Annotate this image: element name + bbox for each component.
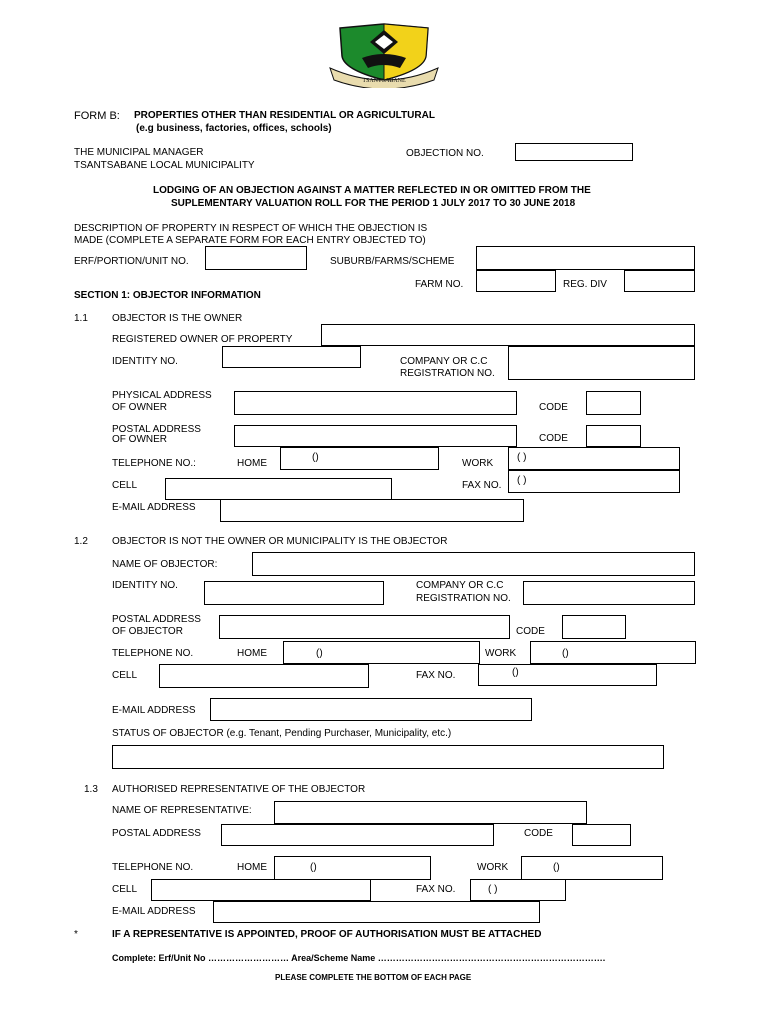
- representative-home-paren: (): [310, 862, 317, 873]
- objector-fax-field[interactable]: [478, 664, 657, 686]
- representative-fax-label: FAX NO.: [416, 884, 456, 895]
- owner-heading: OBJECTOR IS THE OWNER: [112, 313, 243, 324]
- objector-fax-paren: (): [512, 667, 519, 678]
- owner-identity-label: IDENTITY NO.: [112, 356, 178, 367]
- representative-work-label: WORK: [477, 862, 509, 873]
- objector-home-label: HOME: [237, 648, 267, 659]
- complete-erf-area-line: Complete: Erf/Unit No ……………………… Area/Scheme Name ………………………………………………………………….: [112, 953, 606, 963]
- owner-email-field[interactable]: [220, 499, 524, 522]
- objector-code-label: CODE: [516, 626, 545, 637]
- owner-cell-field[interactable]: [165, 478, 392, 500]
- reg-div-label: REG. DIV: [563, 279, 607, 290]
- owner-physical-code-field[interactable]: [586, 391, 641, 415]
- objector-email-label: E-MAIL ADDRESS: [112, 705, 196, 716]
- objector-identity-field[interactable]: [204, 581, 384, 605]
- municipal-crest-logo: [328, 22, 440, 88]
- representative-email-field[interactable]: [213, 901, 540, 923]
- objection-no-field[interactable]: [515, 143, 633, 161]
- representative-code-field[interactable]: [572, 824, 631, 846]
- representative-name-field[interactable]: [274, 801, 587, 824]
- erf-label: ERF/PORTION/UNIT NO.: [74, 256, 189, 267]
- owner-postal-code-field[interactable]: [586, 425, 641, 447]
- representative-email-label: E-MAIL ADDRESS: [112, 906, 196, 917]
- objector-name-label: NAME OF OBJECTOR:: [112, 559, 218, 570]
- farm-no-label: FARM NO.: [415, 279, 464, 290]
- objector-telephone-label: TELEPHONE NO.: [112, 648, 194, 659]
- owner-fax-field[interactable]: [508, 470, 680, 493]
- objector-postal-field[interactable]: [219, 615, 510, 639]
- farm-no-field[interactable]: [476, 270, 556, 292]
- owner-work-paren: ( ): [517, 452, 527, 463]
- objector-name-field[interactable]: [252, 552, 695, 576]
- suburb-label: SUBURB/FARMS/SCHEME: [330, 256, 455, 267]
- objector-company-line1: COMPANY OR C.C: [416, 580, 504, 591]
- representative-home-label: HOME: [237, 862, 267, 873]
- property-desc-line2: MADE (COMPLETE A SEPARATE FORM FOR EACH ENTRY OBJECTED TO): [74, 235, 426, 246]
- representative-home-phone-field[interactable]: [274, 856, 431, 880]
- owner-physical-line1: PHYSICAL ADDRESS: [112, 390, 212, 401]
- objector-cell-label: CELL: [112, 670, 138, 681]
- objector-status-label: STATUS OF OBJECTOR (e.g. Tenant, Pending Purchaser, Municipality, etc.): [112, 728, 452, 739]
- section1-1-number: 1.1: [74, 313, 88, 324]
- representative-postal-field[interactable]: [221, 824, 494, 846]
- registered-owner-label: REGISTERED OWNER OF PROPERTY: [112, 334, 293, 345]
- form-title: PROPERTIES OTHER THAN RESIDENTIAL OR AGRICULTURAL: [134, 110, 435, 121]
- representative-cell-field[interactable]: [151, 879, 371, 901]
- objector-company-line2: REGISTRATION NO.: [416, 593, 511, 604]
- section1-3-number: 1.3: [84, 784, 98, 795]
- objection-no-label: OBJECTION NO.: [406, 148, 484, 159]
- form-prefix: FORM B:: [74, 110, 120, 122]
- owner-physical-line2: OF OWNER: [112, 402, 167, 413]
- addressee-line1: THE MUNICIPAL MANAGER: [74, 147, 204, 158]
- representative-work-paren: (): [553, 862, 560, 873]
- owner-telephone-label: TELEPHONE NO.:: [112, 458, 196, 469]
- representative-telephone-label: TELEPHONE NO.: [112, 862, 194, 873]
- representative-work-phone-field[interactable]: [521, 856, 663, 880]
- notice-asterisk: *: [74, 929, 78, 940]
- owner-home-label: HOME: [237, 458, 267, 469]
- owner-fax-paren: ( ): [517, 475, 527, 486]
- property-desc-line1: DESCRIPTION OF PROPERTY IN RESPECT OF WHICH THE OBJECTION IS: [74, 223, 428, 234]
- objector-cell-field[interactable]: [159, 664, 369, 688]
- objector-email-field[interactable]: [210, 698, 532, 721]
- registered-owner-field[interactable]: [321, 324, 695, 346]
- owner-home-phone-field[interactable]: [280, 447, 439, 470]
- objector-work-label: WORK: [485, 648, 517, 659]
- owner-physical-code-label: CODE: [539, 402, 568, 413]
- reg-div-field[interactable]: [624, 270, 695, 292]
- owner-work-phone-field[interactable]: [508, 447, 680, 470]
- representative-postal-label: POSTAL ADDRESS: [112, 828, 201, 839]
- objector-identity-label: IDENTITY NO.: [112, 580, 178, 591]
- objector-code-field[interactable]: [562, 615, 626, 639]
- owner-postal-line2: OF OWNER: [112, 434, 167, 445]
- owner-work-label: WORK: [462, 458, 494, 469]
- owner-identity-field[interactable]: [222, 346, 361, 368]
- suburb-field[interactable]: [476, 246, 695, 270]
- representative-name-label: NAME OF REPRESENTATIVE:: [112, 805, 252, 816]
- heading-line2: SUPLEMENTARY VALUATION ROLL FOR THE PERIOD 1 JULY 2017 TO 30 JUNE 2018: [171, 198, 576, 209]
- objector-postal-line2: OF OBJECTOR: [112, 626, 183, 637]
- section1-2-number: 1.2: [74, 536, 88, 547]
- objector-fax-label: FAX NO.: [416, 670, 456, 681]
- objector-home-phone-field[interactable]: [283, 641, 480, 664]
- form-subtitle: (e.g business, factories, offices, schools): [136, 123, 332, 134]
- owner-postal-line1: POSTAL ADDRESS: [112, 424, 201, 435]
- objector-heading: OBJECTOR IS NOT THE OWNER OR MUNICIPALITY IS THE OBJECTOR: [112, 536, 448, 547]
- owner-fax-label: FAX NO.: [462, 480, 502, 491]
- owner-cell-label: CELL: [112, 480, 138, 491]
- owner-home-paren: (): [312, 452, 319, 463]
- representative-fax-field[interactable]: [470, 879, 566, 901]
- addressee-line2: TSANTSABANE LOCAL MUNICIPALITY: [74, 160, 255, 171]
- logo-motto: TSANTSABANE: [362, 78, 406, 84]
- authorisation-notice: IF A REPRESENTATIVE IS APPOINTED, PROOF OF AUTHORISATION MUST BE ATTACHED: [112, 929, 542, 940]
- owner-company-line2: REGISTRATION NO.: [400, 368, 495, 379]
- representative-fax-paren: ( ): [488, 884, 498, 895]
- erf-field[interactable]: [205, 246, 307, 270]
- section1-title: SECTION 1: OBJECTOR INFORMATION: [74, 290, 261, 301]
- objector-work-phone-field[interactable]: [530, 641, 696, 664]
- objector-postal-line1: POSTAL ADDRESS: [112, 614, 201, 625]
- representative-code-label: CODE: [524, 828, 553, 839]
- objector-status-field[interactable]: [112, 745, 664, 769]
- owner-postal-field[interactable]: [234, 425, 517, 447]
- owner-postal-code-label: CODE: [539, 433, 568, 444]
- bottom-page-note: PLEASE COMPLETE THE BOTTOM OF EACH PAGE: [275, 973, 472, 982]
- owner-company-line1: COMPANY OR C.C: [400, 356, 488, 367]
- owner-company-field[interactable]: [508, 346, 695, 380]
- representative-heading: AUTHORISED REPRESENTATIVE OF THE OBJECTOR: [112, 784, 366, 795]
- objector-work-paren: (): [562, 648, 569, 659]
- owner-email-label: E-MAIL ADDRESS: [112, 502, 196, 513]
- owner-physical-field[interactable]: [234, 391, 517, 415]
- objector-company-field[interactable]: [523, 581, 695, 605]
- heading-line1: LODGING OF AN OBJECTION AGAINST A MATTER REFLECTED IN OR OMITTED FROM THE: [153, 185, 591, 196]
- objector-home-paren: (): [316, 648, 323, 659]
- representative-cell-label: CELL: [112, 884, 138, 895]
